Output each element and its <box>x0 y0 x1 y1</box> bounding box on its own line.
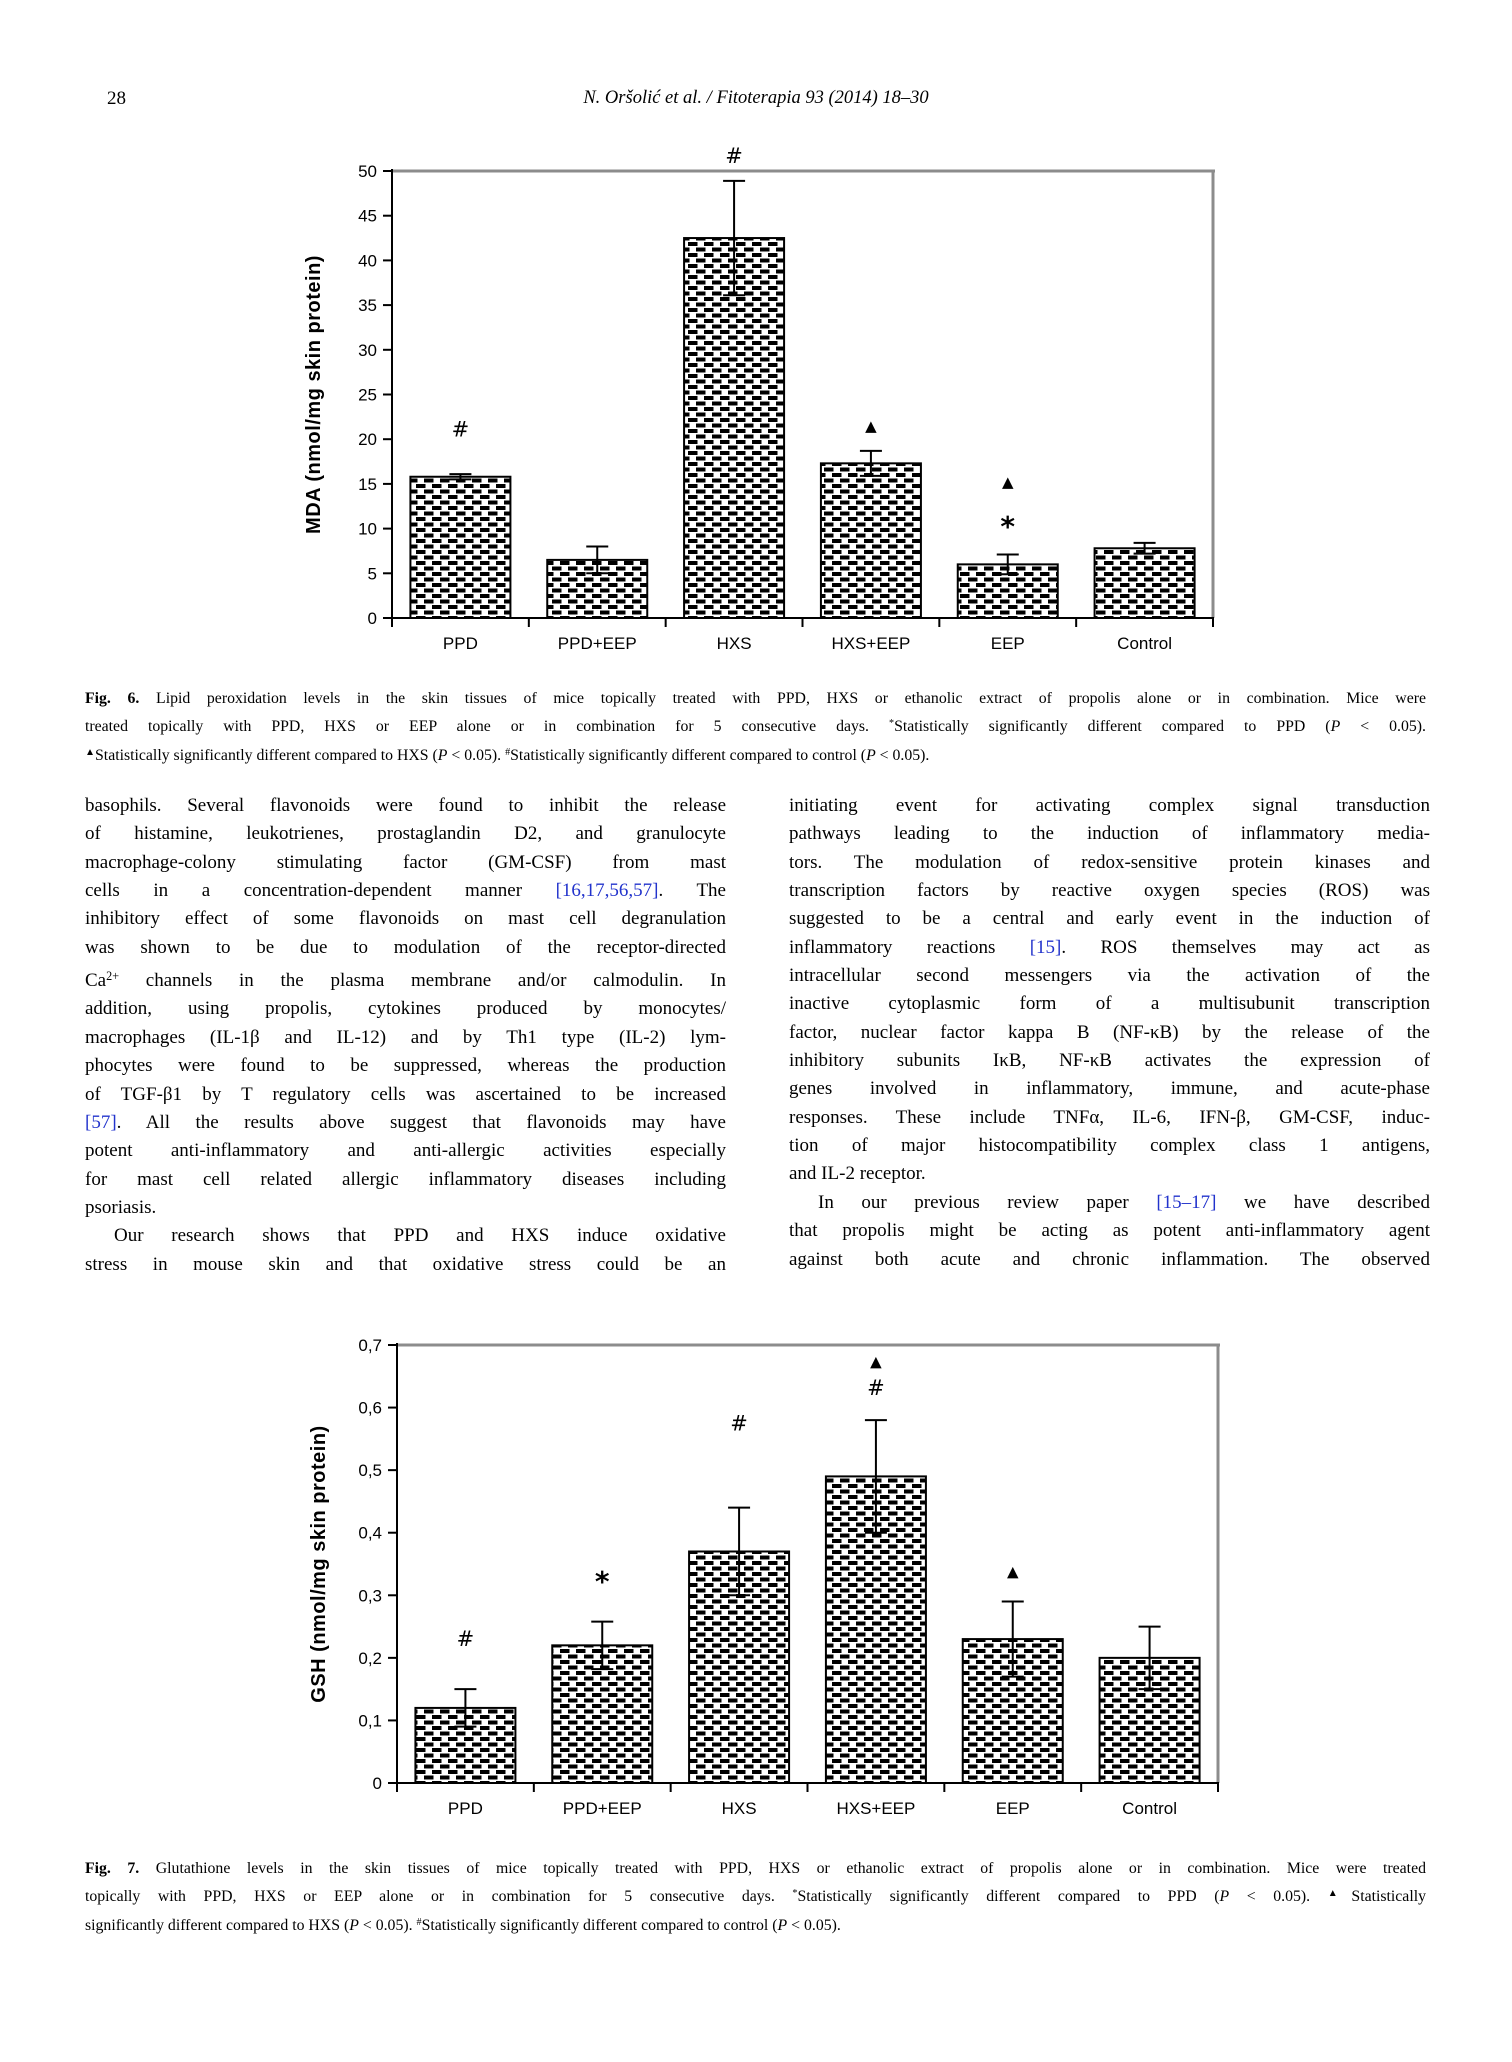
text-line: Our research shows that PPD and HXS induce oxidative <box>114 1225 726 1247</box>
x-category-label: HXS <box>716 634 752 653</box>
y-tick-label: 0,5 <box>358 1461 382 1481</box>
text-line: treated topically with PPD, HXS or EEP alone or in combination for 5 consecutive days. *Statistically significantly different compared to PPD (P < 0.05). <box>85 718 1426 736</box>
y-tick-label: 15 <box>358 474 377 494</box>
y-tick-label: 5 <box>367 564 377 584</box>
x-category-label: HXS+EEP <box>831 634 911 653</box>
text-line: inactive cytoplasmic form of a multisubunit transcription <box>789 993 1430 1015</box>
y-tick-label: 0,2 <box>358 1648 382 1668</box>
significance-marker: # <box>867 1375 885 1400</box>
text-line: was shown to be due to modulation of the receptor-directed <box>85 936 726 958</box>
significance-marker: # <box>730 1411 748 1436</box>
bar-HXS+EEP <box>821 463 921 618</box>
text-line: psoriasis. <box>85 1196 157 1218</box>
text-line: potent anti-inflammatory and anti-allergic activities especially <box>85 1140 726 1162</box>
significance-marker: ▲ <box>870 1352 882 1371</box>
text-line: basophils. Several flavonoids were found to inhibit the release <box>85 795 726 816</box>
citation-link[interactable]: [16,17,56,57] <box>555 880 659 902</box>
text-line: of histamine, leukotrienes, prostaglandin D2, and granulocyte <box>85 823 726 845</box>
x-category-label: Control <box>1122 1799 1177 1818</box>
text-line: addition, using propolis, cytokines produced by monocytes/ <box>85 998 726 1020</box>
significance-marker: ▲ <box>1001 473 1014 492</box>
bar-Control <box>1095 548 1195 618</box>
significance-marker: ▲ <box>1006 1562 1019 1581</box>
x-category-label: PPD+EEP <box>562 1799 642 1818</box>
text-line: responses. These include TNFα, IL-6, IFN-β, GM-CSF, induc- <box>789 1106 1430 1128</box>
text-line: tion of major histocompatibility complex class 1 antigens, <box>789 1135 1430 1157</box>
y-tick-label: 20 <box>358 430 377 450</box>
x-category-label: EEP <box>995 1799 1030 1818</box>
page-number: 28 <box>107 88 126 109</box>
y-tick-label: 10 <box>358 519 377 539</box>
fig6-chart <box>0 98 1512 663</box>
text-line: In our previous review paper [15–17] we have described <box>818 1191 1430 1213</box>
text-line: [57]. All the results above suggest that flavonoids may have <box>85 1111 726 1133</box>
significance-marker: # <box>456 1626 475 1651</box>
text-line: $Ca^{2+}$ channels in the plasma membrane and/or calmodulin. In <box>85 969 726 992</box>
fig7-chart <box>0 1318 1512 1838</box>
y-tick-label: 0,7 <box>358 1336 382 1355</box>
text-line: ▲Statistically significantly different compared to HXS (P < 0.05). #Statistically significantly different compared to control (P < 0.05). <box>85 746 930 764</box>
text-line: inflammatory reactions [15]. ROS themselves may act as <box>789 936 1430 958</box>
y-tick-label: 45 <box>358 206 377 226</box>
left-column <box>85 792 726 1279</box>
text-line: significantly different compared to HXS (P < 0.05). #Statistically significantly different compared to control (P < 0.05). <box>85 1916 841 1934</box>
y-tick-label: 50 <box>358 162 377 181</box>
text-line: for mast cell related allergic inflammatory diseases including <box>85 1168 726 1190</box>
significance-marker: * <box>594 1565 610 1599</box>
fig6-bar-chart-svg <box>0 98 1512 663</box>
text-line: stress in mouse skin and that oxidative stress could be an <box>85 1253 726 1275</box>
citation-link[interactable]: [57] <box>85 1111 117 1133</box>
text-line: tors. The modulation of redox-sensitive protein kinases and <box>789 851 1430 873</box>
text-line: initiating event for activating complex signal transduction <box>789 795 1430 816</box>
x-category-label: PPD <box>447 1799 483 1818</box>
significance-marker: # <box>451 417 470 442</box>
text-line: of TGF-β1 by T regulatory cells was ascertained to be increased <box>85 1083 726 1105</box>
text-line: phocytes were found to be suppressed, whereas the production <box>85 1055 726 1077</box>
text-line: factor, nuclear factor kappa B (NF-κB) by the release of the <box>789 1021 1430 1043</box>
significance-marker: * <box>1000 509 1016 543</box>
text-line: pathways leading to the induction of inflammatory media- <box>789 823 1430 845</box>
x-category-label: Control <box>1117 634 1172 653</box>
y-axis-title: MDA (nmol/mg skin protein) <box>303 255 325 534</box>
y-tick-label: 0,4 <box>358 1523 382 1543</box>
significance-marker: # <box>725 143 743 168</box>
text-line: transcription factors by reactive oxygen species (ROS) was <box>789 880 1430 902</box>
text-line: cells in a concentration-dependent manner [16,17,56,57]. The <box>85 880 726 902</box>
y-tick-label: 0 <box>367 609 377 628</box>
y-tick-label: 0 <box>372 1774 382 1793</box>
y-tick-label: 25 <box>358 385 377 405</box>
y-tick-label: 30 <box>358 340 377 360</box>
fig6-caption <box>85 686 1426 768</box>
text-line: Fig. 6. Lipid peroxidation levels in the skin tissues of mice topically treated with PPD, HXS or ethanolic extract of propolis alone or in combination. Mice were <box>85 690 1426 707</box>
text-line: inhibitory subunits IκB, NF-κB activates the expression of <box>789 1050 1430 1072</box>
text-line: genes involved in inflammatory, immune, and acute-phase <box>789 1078 1430 1100</box>
right-column <box>789 792 1430 1274</box>
significance-marker: ▲ <box>865 416 877 435</box>
y-tick-label: 0,6 <box>358 1398 382 1418</box>
text-line: topically with PPD, HXS or EEP alone or in combination for 5 consecutive days. *Statistically significantly different compared to PPD (P < 0.05). ▲Statistically <box>85 1888 1426 1906</box>
y-tick-label: 35 <box>358 296 377 316</box>
text-line: that propolis might be acting as potent anti-inflammatory agent <box>789 1220 1430 1242</box>
running-head: N. Oršolić et al. / Fitoterapia 93 (2014) 18–30 <box>583 88 929 108</box>
fig7-caption <box>85 1856 1426 1938</box>
x-category-label: PPD <box>442 634 478 653</box>
citation-link[interactable]: [15] <box>1029 936 1062 958</box>
text-line: Fig. 7. Glutathione levels in the skin tissues of mice topically treated with PPD, HXS or ethanolic extract of propolis alone or in combination. Mice were treated <box>85 1860 1426 1877</box>
text-line: macrophages (IL-1β and IL-12) and by Th1 type (IL-2) lym- <box>85 1026 726 1048</box>
bar-PPD <box>410 477 510 618</box>
fig7-bar-chart-svg <box>0 1318 1512 1838</box>
text-line: macrophage-colony stimulating factor (GM-CSF) from mast <box>85 851 726 873</box>
text-line: inhibitory effect of some flavonoids on mast cell degranulation <box>85 908 726 930</box>
y-axis-title: GSH (nmol/mg skin protein) <box>308 1425 330 1703</box>
x-category-label: EEP <box>990 634 1025 653</box>
x-category-label: HXS <box>721 1799 757 1818</box>
text-line: suggested to be a central and early event in the induction of <box>789 908 1430 930</box>
text-line: and IL-2 receptor. <box>789 1163 926 1185</box>
x-category-label: HXS+EEP <box>836 1799 916 1818</box>
x-category-label: PPD+EEP <box>557 634 637 653</box>
citation-link[interactable]: [15–17] <box>1156 1191 1217 1213</box>
y-tick-label: 40 <box>358 251 377 271</box>
y-tick-label: 0,3 <box>358 1586 382 1606</box>
text-line: against both acute and chronic inflammation. The observed <box>789 1248 1430 1270</box>
y-tick-label: 0,1 <box>358 1711 382 1731</box>
text-line: intracellular second messengers via the activation of the <box>789 965 1430 987</box>
